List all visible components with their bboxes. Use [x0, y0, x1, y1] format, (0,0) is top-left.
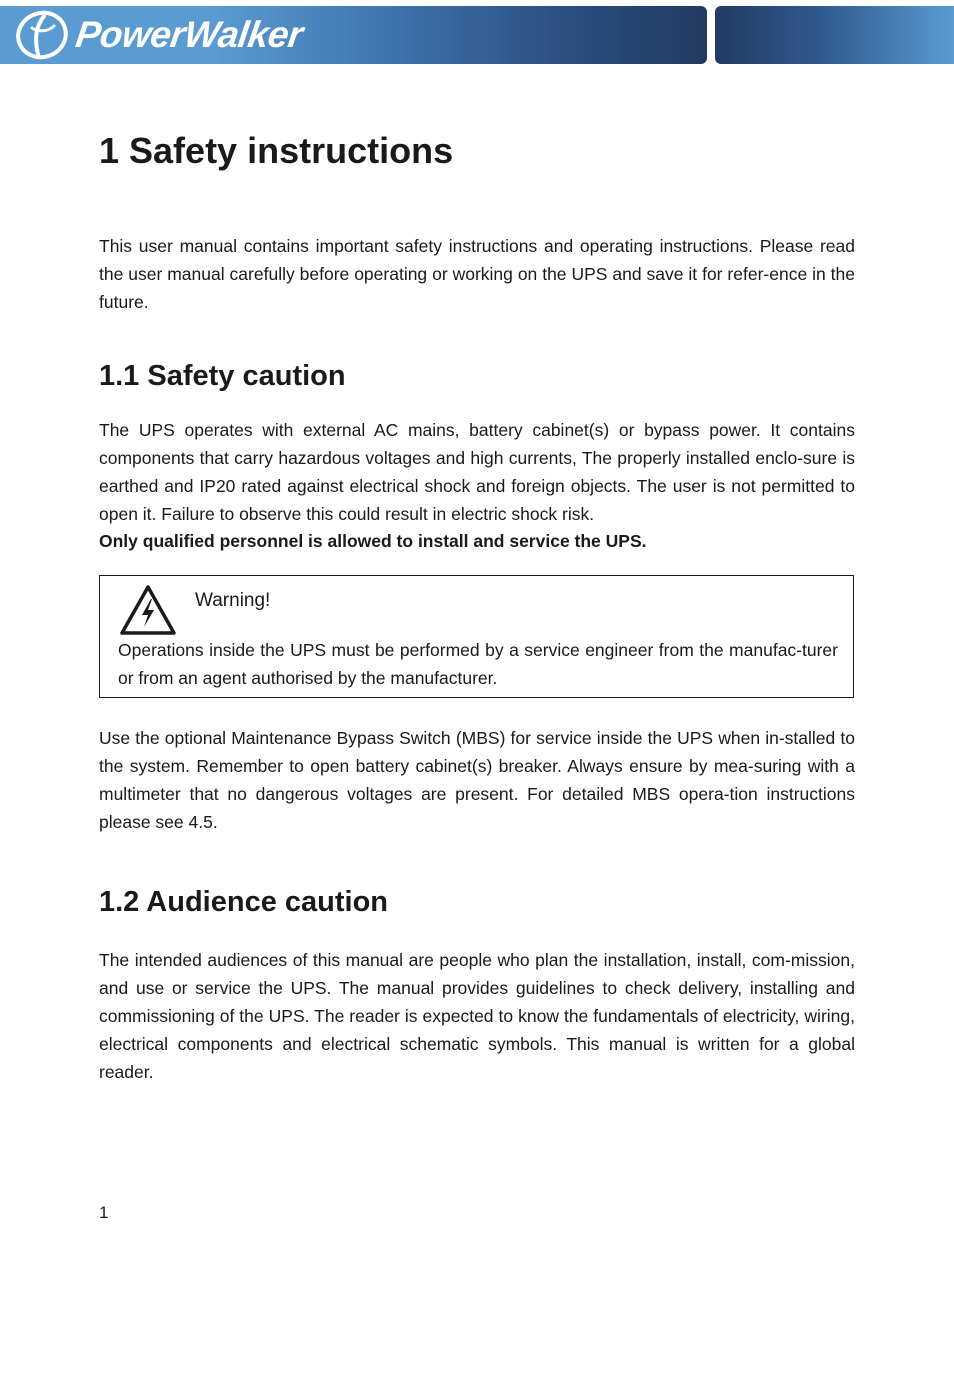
audience-caution-paragraph: The intended audiences of this manual are people who plan the installation, install, com-mission, and use or service the UPS. The manual provides guidelines to check delivery, installing and commissioning of the UPS. The reader is expected to know the fundamentals of electricity, wiring, electrical components and electrical schematic symbols. This manual is written for a global reader. — [99, 950, 855, 1082]
safety-caution-paragraph: The UPS operates with external AC mains, battery cabinet(s) or bypass power. It contains components that carry hazardous voltages and high currents, The properly installed enclo-sure is earthed and IP20 rated against electrical shock and foreign objects. The user is not permitted to open it. Failure to observe this could result in electric shock risk. — [99, 420, 855, 524]
intro-paragraph: This user manual contains important safety instructions and operating instructions. Please read the user manual carefully before operating or working on the UPS and save it for refer-ence in the future. — [99, 236, 855, 312]
warning-box — [99, 575, 854, 698]
header-band-right — [715, 6, 954, 64]
warning-title: Warning! — [195, 590, 271, 611]
section-heading-audience-caution: 1.2 Audience caution — [99, 886, 388, 918]
high-voltage-warning-icon — [118, 583, 178, 637]
qualified-personnel-note: Only qualified personnel is allowed to install and service the UPS. — [99, 531, 647, 551]
section-heading-safety-caution: 1.1 Safety caution — [99, 360, 346, 392]
page-number: 1 — [99, 1203, 109, 1222]
mbs-paragraph: Use the optional Maintenance Bypass Switch (MBS) for service inside the UPS when in-stalled to the system. Remember to open battery cabinet(s) breaker. Always ensure by mea-suring with a multimeter that no dangerous voltages are present. For detailed MBS opera-tion instructions please see 4.5. — [99, 728, 855, 832]
page-title: 1 Safety instructions — [99, 130, 454, 171]
brand-logo — [14, 8, 306, 62]
powerwalker-logo-icon — [14, 8, 70, 62]
warning-text: Operations inside the UPS must be performed by a service engineer from the manufac-turer or from an agent authorised by the manufacturer. — [118, 640, 838, 688]
brand-name: PowerWalker — [73, 14, 306, 55]
